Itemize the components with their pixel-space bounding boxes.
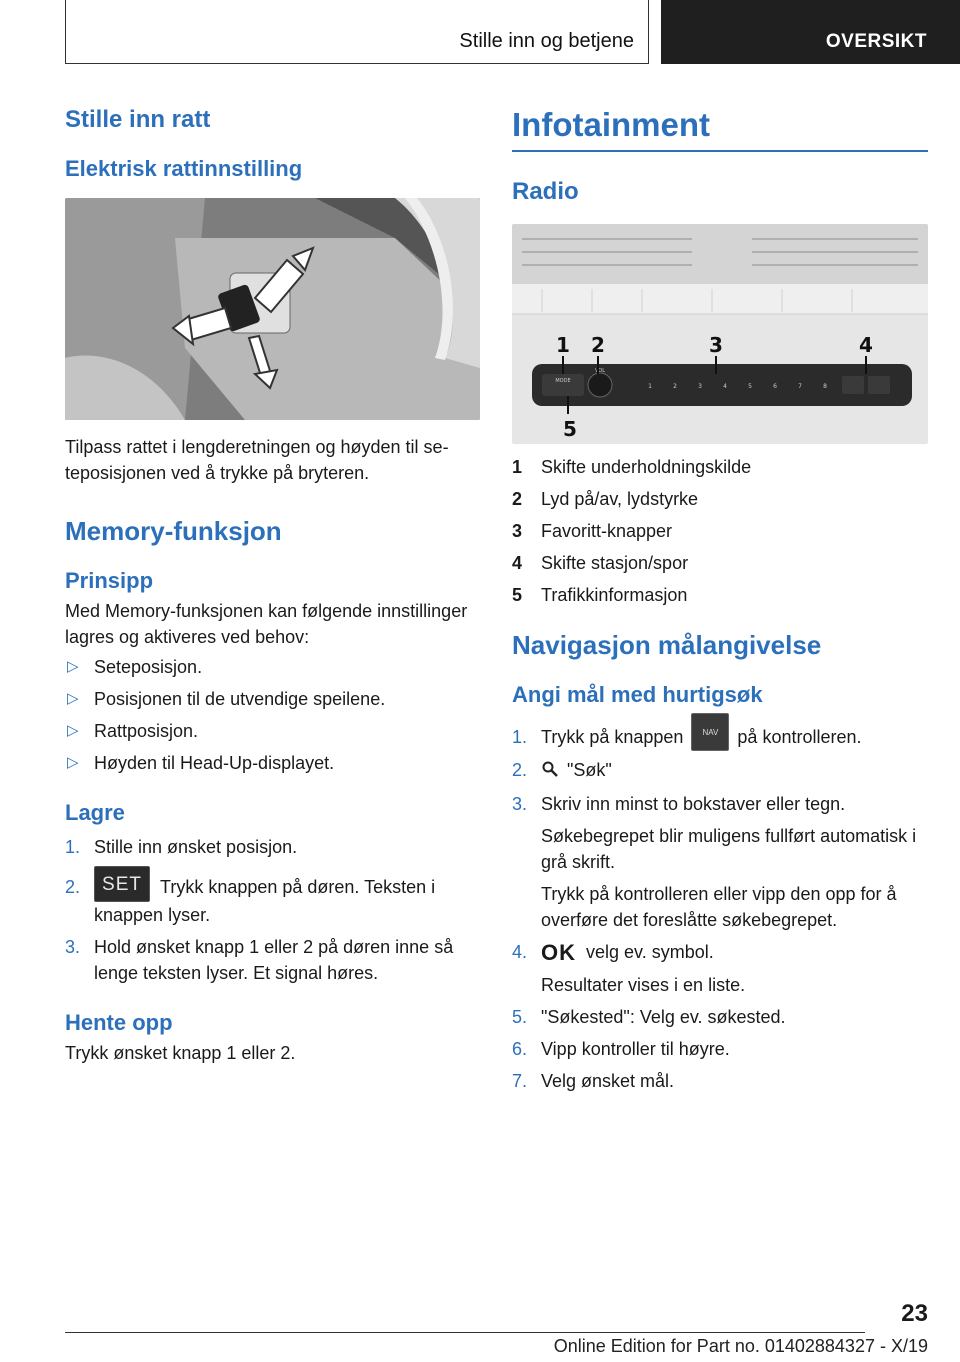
steering-adjust-photo	[65, 198, 480, 420]
subtitle-electric-adjust: Elektrisk rattinnstilling	[65, 156, 303, 181]
photo-caption: Tilpass rattet i lengderetningen og høyden til seteposisjonen ved å trykke på bryteren.	[65, 437, 449, 483]
panel-label-mode: MODE	[555, 378, 571, 384]
chapter-label: Stille inn og betjene	[459, 30, 634, 52]
callout-5: 5	[563, 417, 577, 441]
radio-callout-list	[512, 454, 928, 608]
list-item: 2. "Søk"	[512, 757, 928, 784]
recall-text: Trykk ønsket knapp 1 eller 2.	[65, 1043, 296, 1064]
principle-text: Med Memory-funksjonen kan følgende innstillinger lagres og aktiveres ved behov:	[65, 601, 468, 647]
panel-preset-2: 2	[673, 383, 677, 390]
list-item: 4. OK velg ev. symbol. Resultater vises i en liste.	[512, 939, 746, 995]
triangle-bullet-icon: ▷	[67, 690, 79, 707]
panel-preset-8: 8	[823, 383, 827, 390]
list-item: 1. Stille inn ønsket posisjon.	[65, 837, 298, 857]
list-item: 2. SET Trykk knappen på døren. Teksten i knappen lyser.	[65, 874, 480, 928]
memory-settings-list	[65, 654, 480, 776]
page-number: 23	[901, 1300, 928, 1327]
subtitle-principle: Prinsipp	[65, 568, 154, 593]
chapter-title-infotainment: Infotainment	[512, 102, 928, 152]
list-item: 3 Favoritt-knapper	[512, 521, 673, 541]
section-title-radio: Radio	[512, 178, 579, 205]
set-button-icon: SET	[94, 866, 150, 902]
list-item: 1 Skifte underholdningskilde	[512, 457, 752, 477]
panel-label-vol: VOL	[594, 368, 606, 374]
section-title-navigation: Navigasjon målangivelse	[512, 630, 822, 660]
callout-3: 3	[709, 333, 723, 357]
list-item: 5 Trafikkinformasjon	[512, 585, 688, 605]
panel-preset-5: 5	[748, 383, 752, 390]
list-item: ▷ Seteposisjon.	[65, 654, 480, 680]
list-item: ▷ Posisjonen til de utvendige speilene.	[65, 686, 480, 712]
list-item: 5. "Søkested": Velg ev. søkested.	[512, 1006, 786, 1027]
panel-preset-7: 7	[798, 383, 802, 390]
radio-panel-photo	[512, 224, 928, 444]
subtitle-quick-search: Angi mål med hurtigsøk	[512, 682, 763, 707]
triangle-bullet-icon: ▷	[67, 754, 79, 771]
header-chapter-tab	[65, 0, 649, 64]
panel-preset-6: 6	[773, 383, 777, 390]
panel-preset-4: 4	[723, 383, 727, 390]
list-item: 3. Hold ønsket knapp 1 eller 2 på døren inne så lenge teksten lyser. Et signal høres.	[65, 937, 454, 984]
list-item: 3. Skriv inn minst to bokstaver eller tegn. Søkebegrepet blir muligens fullført automatisk i grå skrift. Trykk på kontrolleren eller vipp den opp for å overføre det foreslåtte søkebegrepet.	[512, 793, 917, 930]
footer-edition: Online Edition for Part no. 01402884327 - X/19	[553, 1336, 928, 1356]
section-title-memory: Memory-funksjon	[65, 516, 282, 546]
callout-4: 4	[859, 333, 873, 357]
nav-button-icon: NAV	[691, 713, 729, 751]
list-item: ▷ Rattposisjon.	[65, 718, 480, 744]
triangle-bullet-icon: ▷	[67, 658, 79, 675]
panel-preset-3: 3	[698, 383, 702, 390]
section-label: OVERSIKT	[825, 31, 927, 52]
right-column	[512, 100, 928, 1100]
header-section-tab	[661, 0, 960, 64]
list-item: 2 Lyd på/av, lydstyrke	[512, 489, 699, 509]
callout-1: 1	[556, 333, 570, 357]
footer-divider	[65, 1332, 865, 1333]
section-title-steering: Stille inn ratt	[65, 106, 211, 133]
search-icon	[541, 759, 559, 785]
left-column	[65, 100, 480, 1066]
panel-preset-1: 1	[648, 383, 652, 390]
subtitle-store: Lagre	[65, 800, 125, 825]
store-steps-list	[65, 834, 480, 986]
list-item: ▷ Høyden til Head-Up-displayet.	[65, 750, 480, 776]
triangle-bullet-icon: ▷	[67, 722, 79, 739]
subtitle-recall: Hente opp	[65, 1010, 173, 1036]
list-item: 1. Trykk på knappen NAV på kontrolleren.	[512, 724, 928, 751]
ok-symbol-icon: OK	[541, 939, 576, 965]
list-item: 7. Velg ønsket mål.	[512, 1070, 675, 1091]
list-item: 6. Vipp kontroller til høyre.	[512, 1038, 730, 1059]
list-item: 4 Skifte stasjon/spor	[512, 553, 689, 573]
nav-steps-list	[512, 724, 928, 1094]
callout-2: 2	[591, 333, 605, 357]
